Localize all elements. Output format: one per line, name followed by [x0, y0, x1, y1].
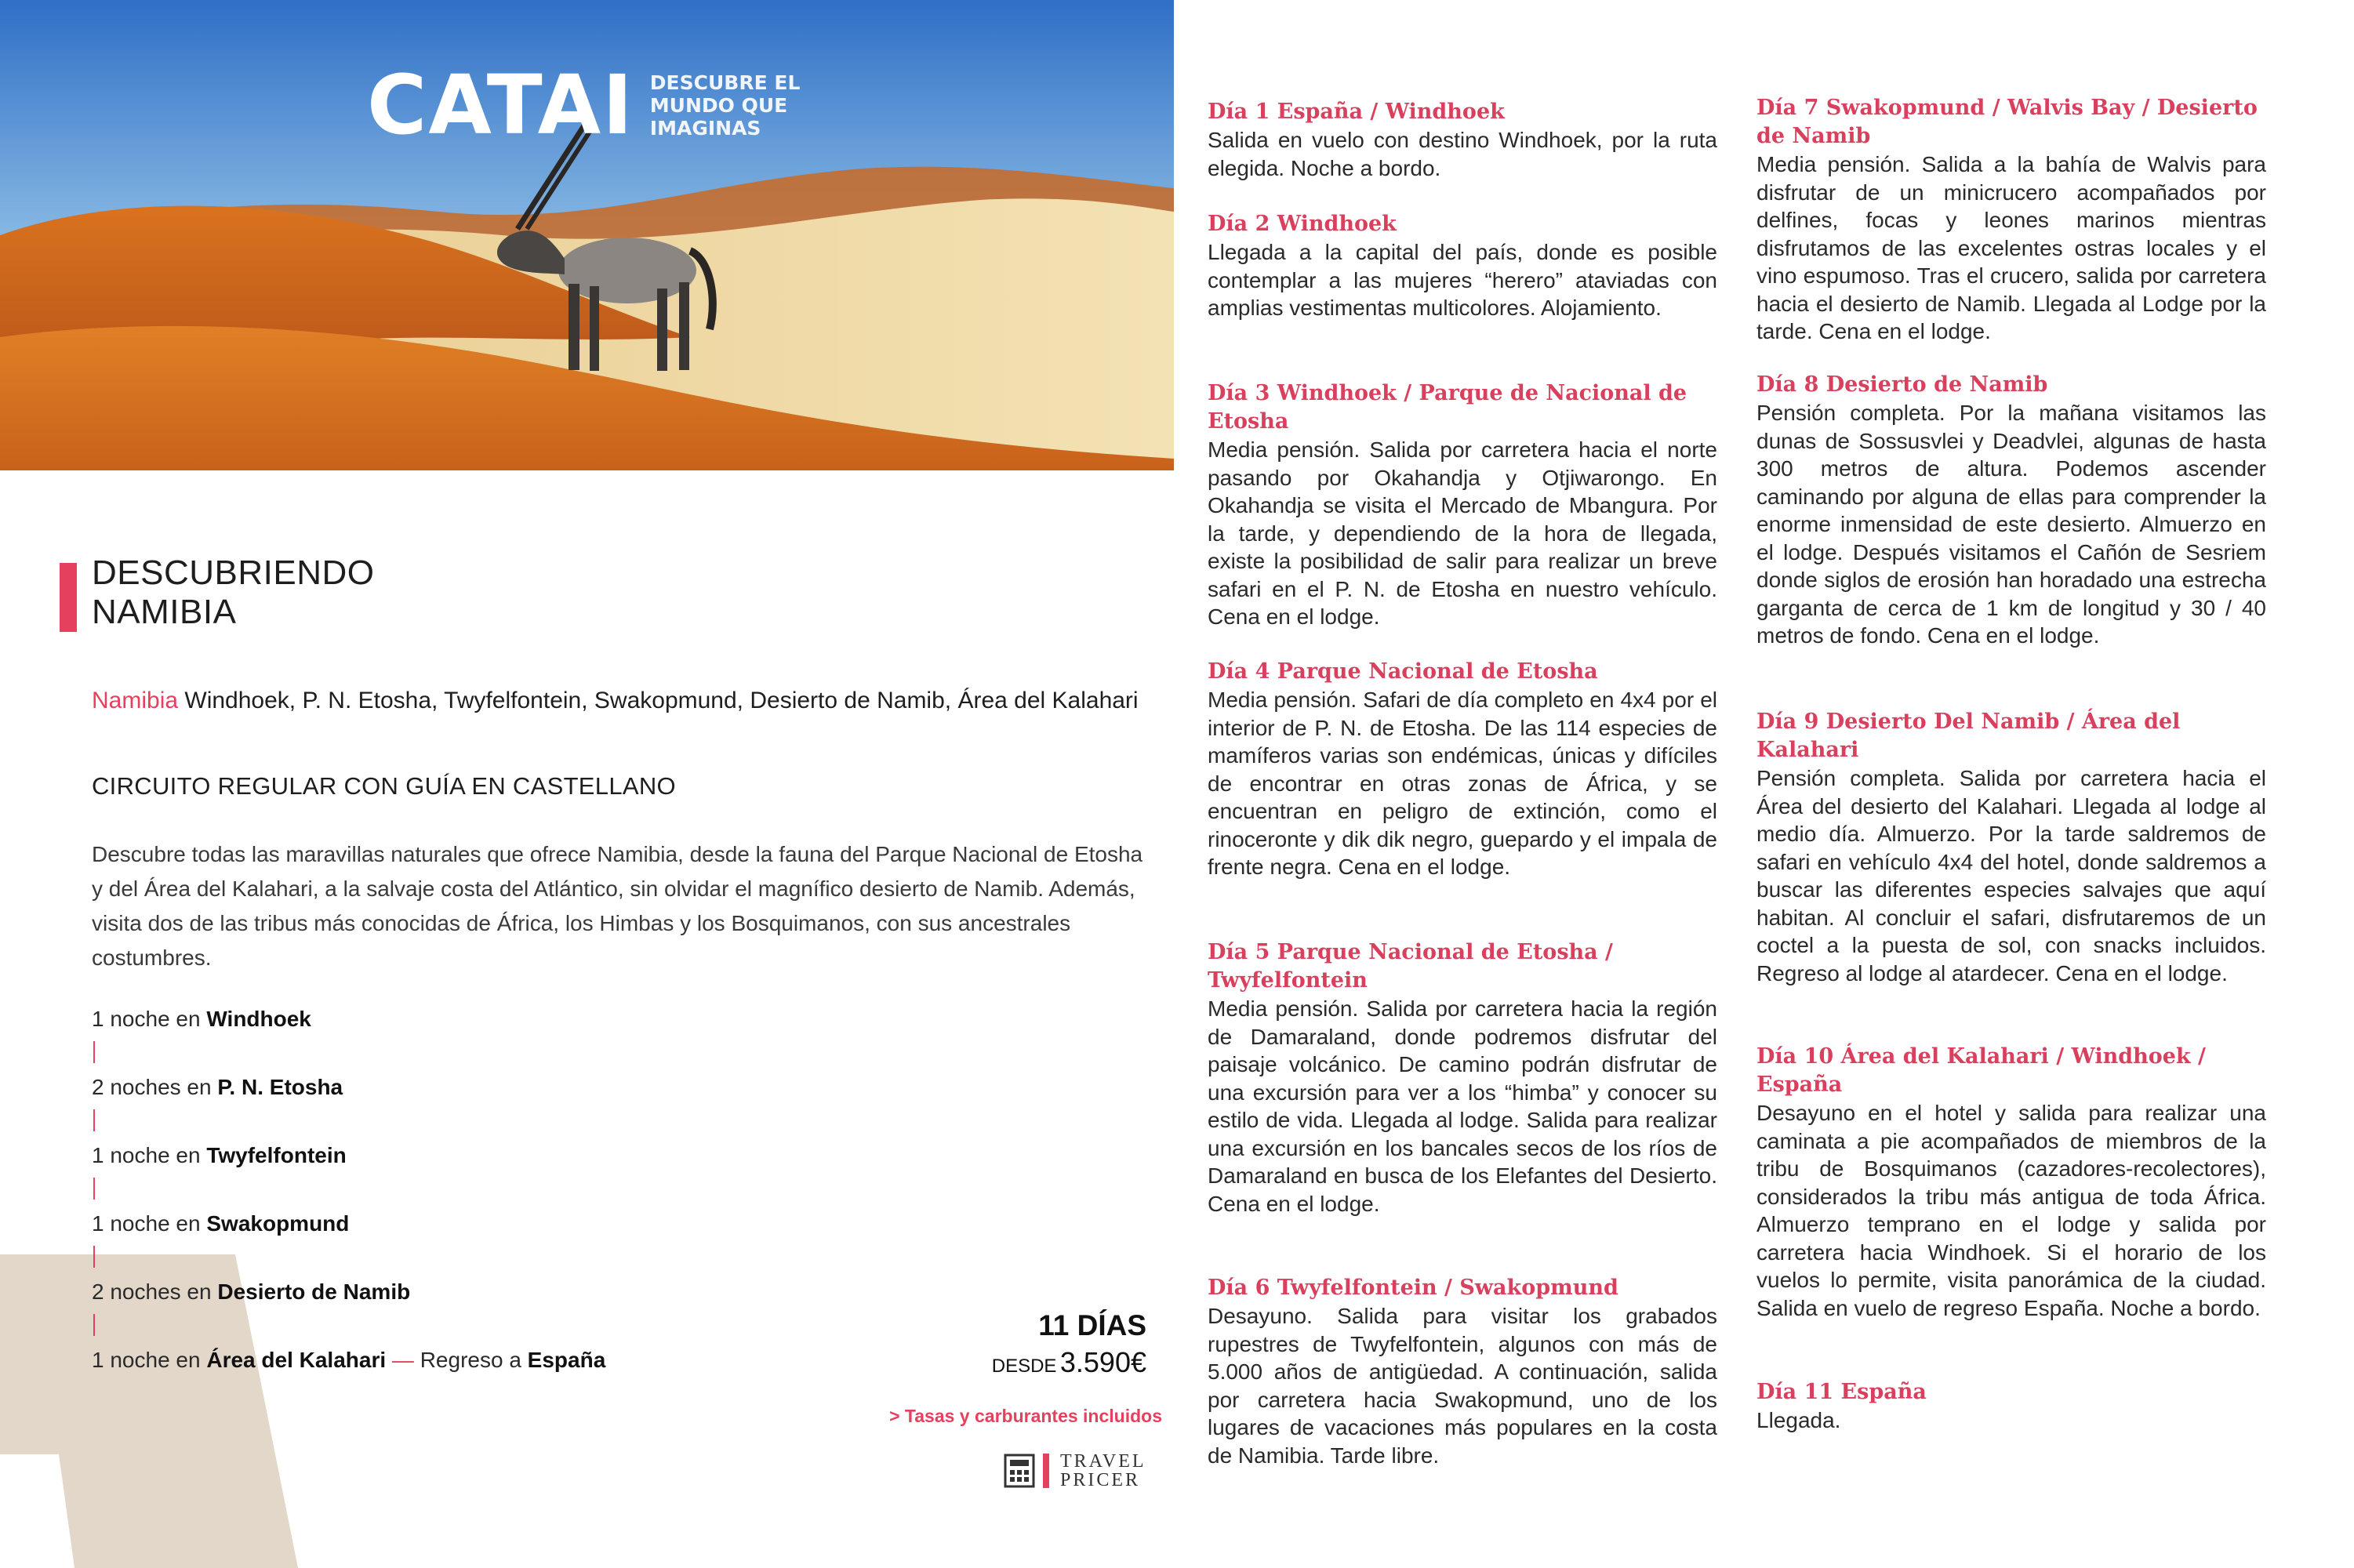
- night-separator: [93, 1041, 95, 1063]
- taxes-link[interactable]: > Tasas y carburantes incluidos: [889, 1406, 1162, 1426]
- tagline-line: MUNDO QUE: [649, 93, 788, 117]
- route-country: Namibia: [92, 688, 179, 713]
- day-title: Día 9 Desierto Del Namib / Área del Kalahari: [1756, 710, 2181, 762]
- night-separator: [93, 1109, 95, 1131]
- route-places: Windhoek, P. N. Etosha, Twyfelfontein, Swakopmund, Desierto de Namib, Área del Kalahari: [184, 688, 1139, 713]
- logo-text-line: PRICER: [1060, 1470, 1141, 1490]
- day-title: Día 5 Parque Nacional de Etosha / Twyfelfontein: [1208, 940, 1613, 993]
- itinerary-day: [1756, 371, 2266, 650]
- travel-pricer-logo: [1004, 1452, 1146, 1490]
- night-count: 2 noches en: [92, 1075, 212, 1099]
- day-text: Pensión completa. Salida por carretera hacia el Área del desierto del Kalahari. Llegada al lodge al medio día. Almuerzo. Por la tarde saldremos de safari en vehículo 4x4 del hotel, donde saldremos a buscar las diferentes especies salvajes que aquí habitan. Al concluir el safari, disfrutaremos de un coctel a la puesta de sol, con snacks incluidos. Regreso al lodge al atardecer. Cena en el lodge.: [1756, 766, 2266, 985]
- night-item: [92, 1140, 605, 1171]
- title-accent-bar: [60, 563, 77, 632]
- night-item: [92, 1345, 605, 1376]
- tour-duration: 11 DÍAS: [1038, 1309, 1146, 1341]
- page-title-line: DESCUBRIENDO: [92, 554, 375, 592]
- itinerary-day: [1208, 379, 1717, 631]
- brand-name: CATAI: [367, 57, 634, 153]
- day-text: Llegada.: [1756, 1408, 1841, 1432]
- tagline-line: DESCUBRE EL: [649, 71, 801, 94]
- night-place: Twyfelfontein: [206, 1143, 347, 1167]
- day-text: Media pensión. Salida a la bahía de Walvis para disfrutar de un minicrucero acompañados por delfines, focas y leones marinos mientras disfrutamos de las excelentes ostras locales y el vino espumoso. Tras el crucero, salida por carretera hacia el desierto de Namib. Llegada al Lodge por la tarde. Cena en el lodge.: [1756, 152, 2266, 343]
- night-place: Área del Kalahari: [206, 1348, 387, 1372]
- day-text: Pensión completa. Por la mañana visitamos las dunas de Sossusvlei y Deadvlei, algunas de hasta 300 metros de altura. Podemos ascender caminando por alguna de ellas para comprender la enorme inmensidad de este desierto. Almuerzo en el lodge. Después visitamos el Cañón de Sesriem donde siglos de erosión han horadado una estrecha garganta de cerca de 1 km de longitud y 30 / 40 metros de fondo. Cena en el lodge.: [1756, 401, 2266, 648]
- night-count: 1 noche en: [92, 1348, 201, 1372]
- itinerary-day: [1208, 98, 1717, 182]
- nights-list: [92, 1004, 605, 1376]
- price-amount: 3.590€: [1059, 1346, 1146, 1378]
- page-title-line: NAMIBIA: [92, 593, 237, 631]
- itinerary-day: [1756, 1378, 2266, 1435]
- night-separator: [93, 1314, 95, 1336]
- day-title: Día 1 España / Windhoek: [1208, 100, 1505, 124]
- tour-price: [992, 1346, 1146, 1379]
- catai-logo: [367, 57, 801, 153]
- night-count: 1 noche en: [92, 1211, 201, 1236]
- night-separator: [93, 1246, 95, 1268]
- day-text: Llegada a la capital del país, donde es posible contemplar a las mujeres “herero” ataviadas con amplias vestimentas multicolores. Alojamiento.: [1208, 240, 1717, 320]
- logo-text: [1060, 1452, 1146, 1490]
- day-title: Día 4 Parque Nacional de Etosha: [1208, 659, 1598, 684]
- day-text: Media pensión. Safari de día completo en 4x4 por el interior de P. N. de Etosha. De las 114 especies de mamíferos varias son endémicas, únicas y difíciles de encontrar en otras zonas de África, y se encuentran en peligro de extinción, como el rinoceronte y dik dik negro, guepardo y el impala de frente negra. Cena en el lodge.: [1208, 688, 1717, 879]
- itinerary-day: [1208, 938, 1717, 1218]
- tour-subtitle: CIRCUITO REGULAR CON GUÍA EN CASTELLANO: [92, 772, 676, 800]
- night-count: 1 noche en: [92, 1143, 201, 1167]
- return-place: España: [527, 1348, 606, 1372]
- night-place: P. N. Etosha: [217, 1075, 343, 1099]
- itinerary-day: [1756, 708, 2266, 987]
- night-place: Swakopmund: [206, 1211, 350, 1236]
- night-item: [92, 1072, 605, 1103]
- day-title: Día 2 Windhoek: [1208, 212, 1397, 236]
- day-title: Día 8 Desierto de Namib: [1756, 372, 2048, 397]
- logo-text-line: TRAVEL: [1060, 1451, 1146, 1472]
- page-title: [92, 554, 375, 632]
- night-item: [92, 1276, 605, 1308]
- day-text: Media pensión. Salida por carretera hacia la región de Damaraland, donde podremos disfrutar del paisaje volcánico. De camino podrán disfrutar de una excursión para ver a los “himba” y conocer su estilo de vida. Llegada al lodge. Salida para realizar una excursión en los bancales secos de los ríos de Damaraland en busca de los Elefantes del Desierto. Cena en el lodge.: [1208, 996, 1717, 1216]
- day-text: Desayuno en el hotel y salida para realizar una caminata a pie acompañados de miembros de la tribu de Bosquimanos (cazadores-recolectores), considerados la tribu más antigua de toda África. Almuerzo temprano en el lodge y salida por carretera hacia Windhoek. Si el horario de los vuelos lo permite, visita panorámica de la ciudad. Salida en vuelo de regreso España. Noche a bordo.: [1756, 1101, 2266, 1320]
- day-title: Día 6 Twyfelfontein / Swakopmund: [1208, 1276, 1618, 1300]
- night-place: Desierto de Namib: [217, 1279, 411, 1304]
- calculator-icon: [1004, 1454, 1035, 1488]
- brand-tagline: [650, 71, 801, 140]
- night-place: Windhoek: [206, 1007, 311, 1031]
- day-text: Salida en vuelo con destino Windhoek, por la ruta elegida. Noche a bordo.: [1208, 128, 1717, 180]
- day-text: Media pensión. Salida por carretera hacia el norte pasando por Okahandja y Otjiwarongo. En Okahandja se visita el Mercado de Mbangura. Por la tarde, y dependiendo de la hora de llegada, existe la posibilidad de salir para realizar un breve safari en el P. N. de Etosha en nuestro vehículo. Cena en el lodge.: [1208, 437, 1717, 629]
- return-text: Regreso a: [420, 1348, 521, 1372]
- night-dash: —: [391, 1348, 414, 1372]
- itinerary-day: [1208, 658, 1717, 881]
- night-separator: [93, 1178, 95, 1200]
- hero-image: [0, 0, 1174, 470]
- price-prefix: DESDE: [991, 1356, 1057, 1377]
- itinerary-day: [1208, 1274, 1717, 1469]
- tagline-line: IMAGINAS: [649, 116, 761, 140]
- day-title: Día 7 Swakopmund / Walvis Bay / Desierto de Namib: [1756, 96, 2258, 148]
- itinerary-day: [1208, 210, 1717, 322]
- logo-accent-bar: [1043, 1454, 1049, 1488]
- night-count: 1 noche en: [92, 1007, 201, 1031]
- day-title: Día 11 España: [1756, 1380, 1927, 1404]
- route-summary: [92, 684, 1150, 718]
- day-title: Día 10 Área del Kalahari / Windhoek / España: [1756, 1044, 2206, 1097]
- day-title: Día 3 Windhoek / Parque de Nacional de Etosha: [1208, 381, 1687, 434]
- day-text: Desayuno. Salida para visitar los grabados rupestres de Twyfelfontein, algunos con más de 5.000 años de antigüedad. A continuación, salida por carretera hacia Swakopmund, uno de los lugares de vacaciones más populares en la costa de Namibia. Tarde libre.: [1208, 1304, 1717, 1468]
- night-item: [92, 1004, 605, 1035]
- itinerary-day: [1756, 94, 2266, 346]
- itinerary-day: [1756, 1043, 2266, 1322]
- night-count: 2 noches en: [92, 1279, 212, 1304]
- tour-description: Descubre todas las maravillas naturales que ofrece Namibia, desde la fauna del Parque Nacional de Etosha y del Área del Kalahari, a la salvaje costa del Atlántico, sin olvidar el magnífico desierto de Namib. Además, visita dos de las tribus más conocidas de África, los Himbas y los Bosquimanos, con sus ancestrales costumbres.: [92, 842, 1143, 970]
- night-item: [92, 1208, 605, 1240]
